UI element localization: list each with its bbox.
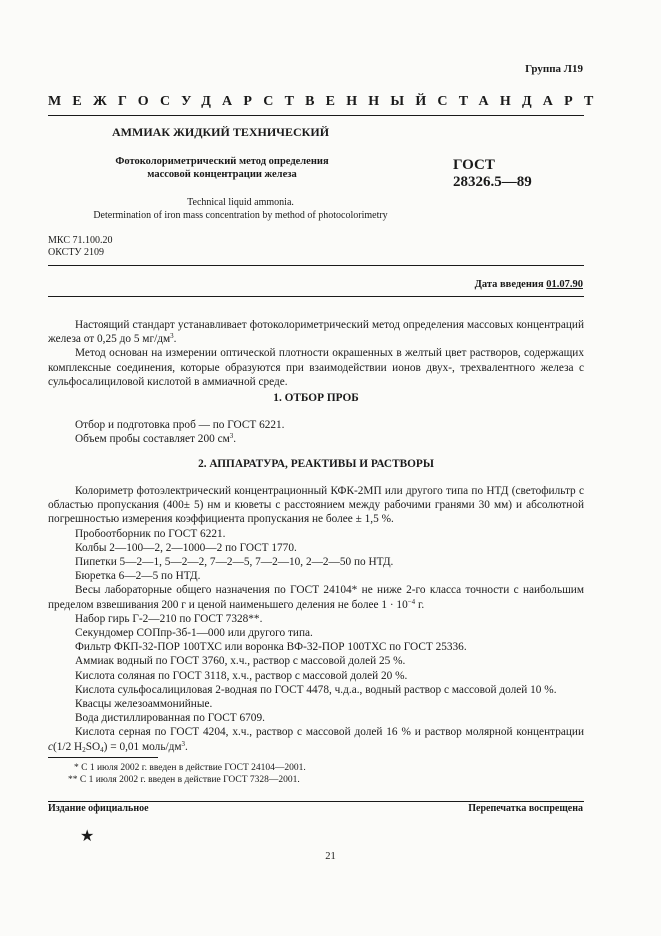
english-title: Technical liquid ammonia. Determination of iron mass concentration by method of photocolorimetry <box>93 197 388 221</box>
section-1-text <box>48 418 584 446</box>
gost-label: ГОСТ <box>453 157 495 173</box>
divider <box>48 801 584 802</box>
star-icon: ★ <box>80 828 95 845</box>
paragraph: Фильтр ФКП-32-ПОР 100ТХС или воронка ВФ-32-ПОР 100ТХС по ГОСТ 25336. <box>75 641 467 654</box>
page-number: 21 <box>325 851 336 862</box>
divider <box>48 265 584 266</box>
paragraph: Колориметр фотоэлектрический концентрационный КФК-2МП или другого типа по НТД (светофильтр с областью пропускания (400± 5) нм и кюветы с расстоянием между рабочими гранями 30 мм) и абсолютной погрешностью измерения коэффициента пропускания не более ± 1,5 %. <box>48 485 584 526</box>
paragraph: Пробоотборник по ГОСТ 6221. <box>75 527 226 540</box>
okstu-code: ОКСТУ 2109 <box>48 247 105 258</box>
footnotes <box>48 762 584 786</box>
paragraph: Квасцы железоаммонийные. <box>75 698 213 711</box>
divider <box>48 115 584 116</box>
gost-designation <box>453 157 532 191</box>
paragraph: Кислота сульфосалициловая 2-водная по ГОСТ 4478, ч.д.а., водный раствор с массовой долей 10 %. <box>75 683 557 696</box>
document-title: АММИАК ЖИДКИЙ ТЕХНИЧЕСКИЙ <box>112 125 330 139</box>
official-edition-label: Издание официальное <box>48 803 149 814</box>
section-2-text <box>48 484 584 754</box>
paragraph: Кислота соляная по ГОСТ 3118, х.ч., раствор с массовой долей 20 %. <box>75 669 408 682</box>
paragraph: Отбор и подготовка проб — по ГОСТ 6221. <box>75 419 285 431</box>
paragraph: Пипетки 5—2—1, 5—2—2, 7—2—5, 7—2—10, 2—2—50 по НТД. <box>75 556 394 569</box>
banner-word-interstate: МЕЖГОСУДАРСТВЕННЫЙ <box>48 94 438 109</box>
banner-word-standard: СТАНДАРТ <box>437 94 605 109</box>
paragraph: Объем пробы составляет 200 $см^3$. <box>75 432 237 446</box>
paragraph: Колбы 2—100—2, 2—1000—2 по ГОСТ 1770. <box>75 541 297 554</box>
paragraph: Аммиак водный по ГОСТ 3760, х.ч., раствор с массовой долей 25 %. <box>75 655 406 668</box>
section-heading: 1. ОТБОР ПРОБ <box>273 392 359 404</box>
paragraph: Кислота серная по ГОСТ 4204, х.ч., раствор с массовой долей 16 % и раствор молярной концентрации c(1/2 $H_2SO_4) = 0,01$ моль/$дм^3$. <box>48 726 584 754</box>
standard-banner <box>48 94 605 110</box>
group-code: Группа Л19 <box>525 63 583 75</box>
gost-number: 28326.5—89 <box>453 174 532 190</box>
reprint-prohibited-label: Перепечатка воспрещена <box>468 803 583 814</box>
paragraph: Бюретка 6—2—5 по НТД. <box>75 570 201 583</box>
classification-codes <box>48 235 112 259</box>
document-subtitle: Фотоколориметрический метод определения массовой концентрации железа <box>115 156 329 180</box>
paragraph: Весы лабораторные общего назначения по ГОСТ 24104* не ниже 2-го класса точности с наибольшим пределом взвешивания 200 г и ценой наименьшего деления не более $1 \cdot 10^{-4}$ г. <box>48 584 584 611</box>
divider <box>48 296 584 297</box>
intro-text <box>48 318 584 389</box>
introduction-date-value: 01.07.90 <box>546 279 583 290</box>
mks-code: МКС 71.100.20 <box>48 235 113 246</box>
footnote: * С 1 июля 2002 г. введен в действие ГОСТ 24104—2001. <box>74 763 306 773</box>
paragraph: Секундомер СОПпр-3б-1—000 или другого типа. <box>75 627 313 640</box>
introduction-date: Дата введения 01.07.90 <box>474 279 583 290</box>
paragraph: Вода дистиллированная по ГОСТ 6709. <box>75 712 265 725</box>
footnote-divider <box>48 757 158 758</box>
intro-paragraph: Метод основан на измерении оптической плотности окрашенных в желтый цвет растворов, содержащих комплексные соединения, которые образуются при взаимодействии ионов двух-, трехвалентного железа с сульфосалициловой кислотой в аммиачной среде. <box>48 347 584 388</box>
section-heading: 2. АППАРАТУРА, РЕАКТИВЫ И РАСТВОРЫ <box>198 458 434 470</box>
footnote: ** С 1 июля 2002 г. введен в действие ГОСТ 7328—2001. <box>68 775 300 785</box>
paragraph: Набор гирь Г-2—210 по ГОСТ 7328**. <box>75 612 263 625</box>
intro-paragraph: Настоящий стандарт устанавливает фотоколориметрический метод определения массовых концентраций железа от 0,25 до 5 $мг/дм^3$. <box>48 319 584 346</box>
